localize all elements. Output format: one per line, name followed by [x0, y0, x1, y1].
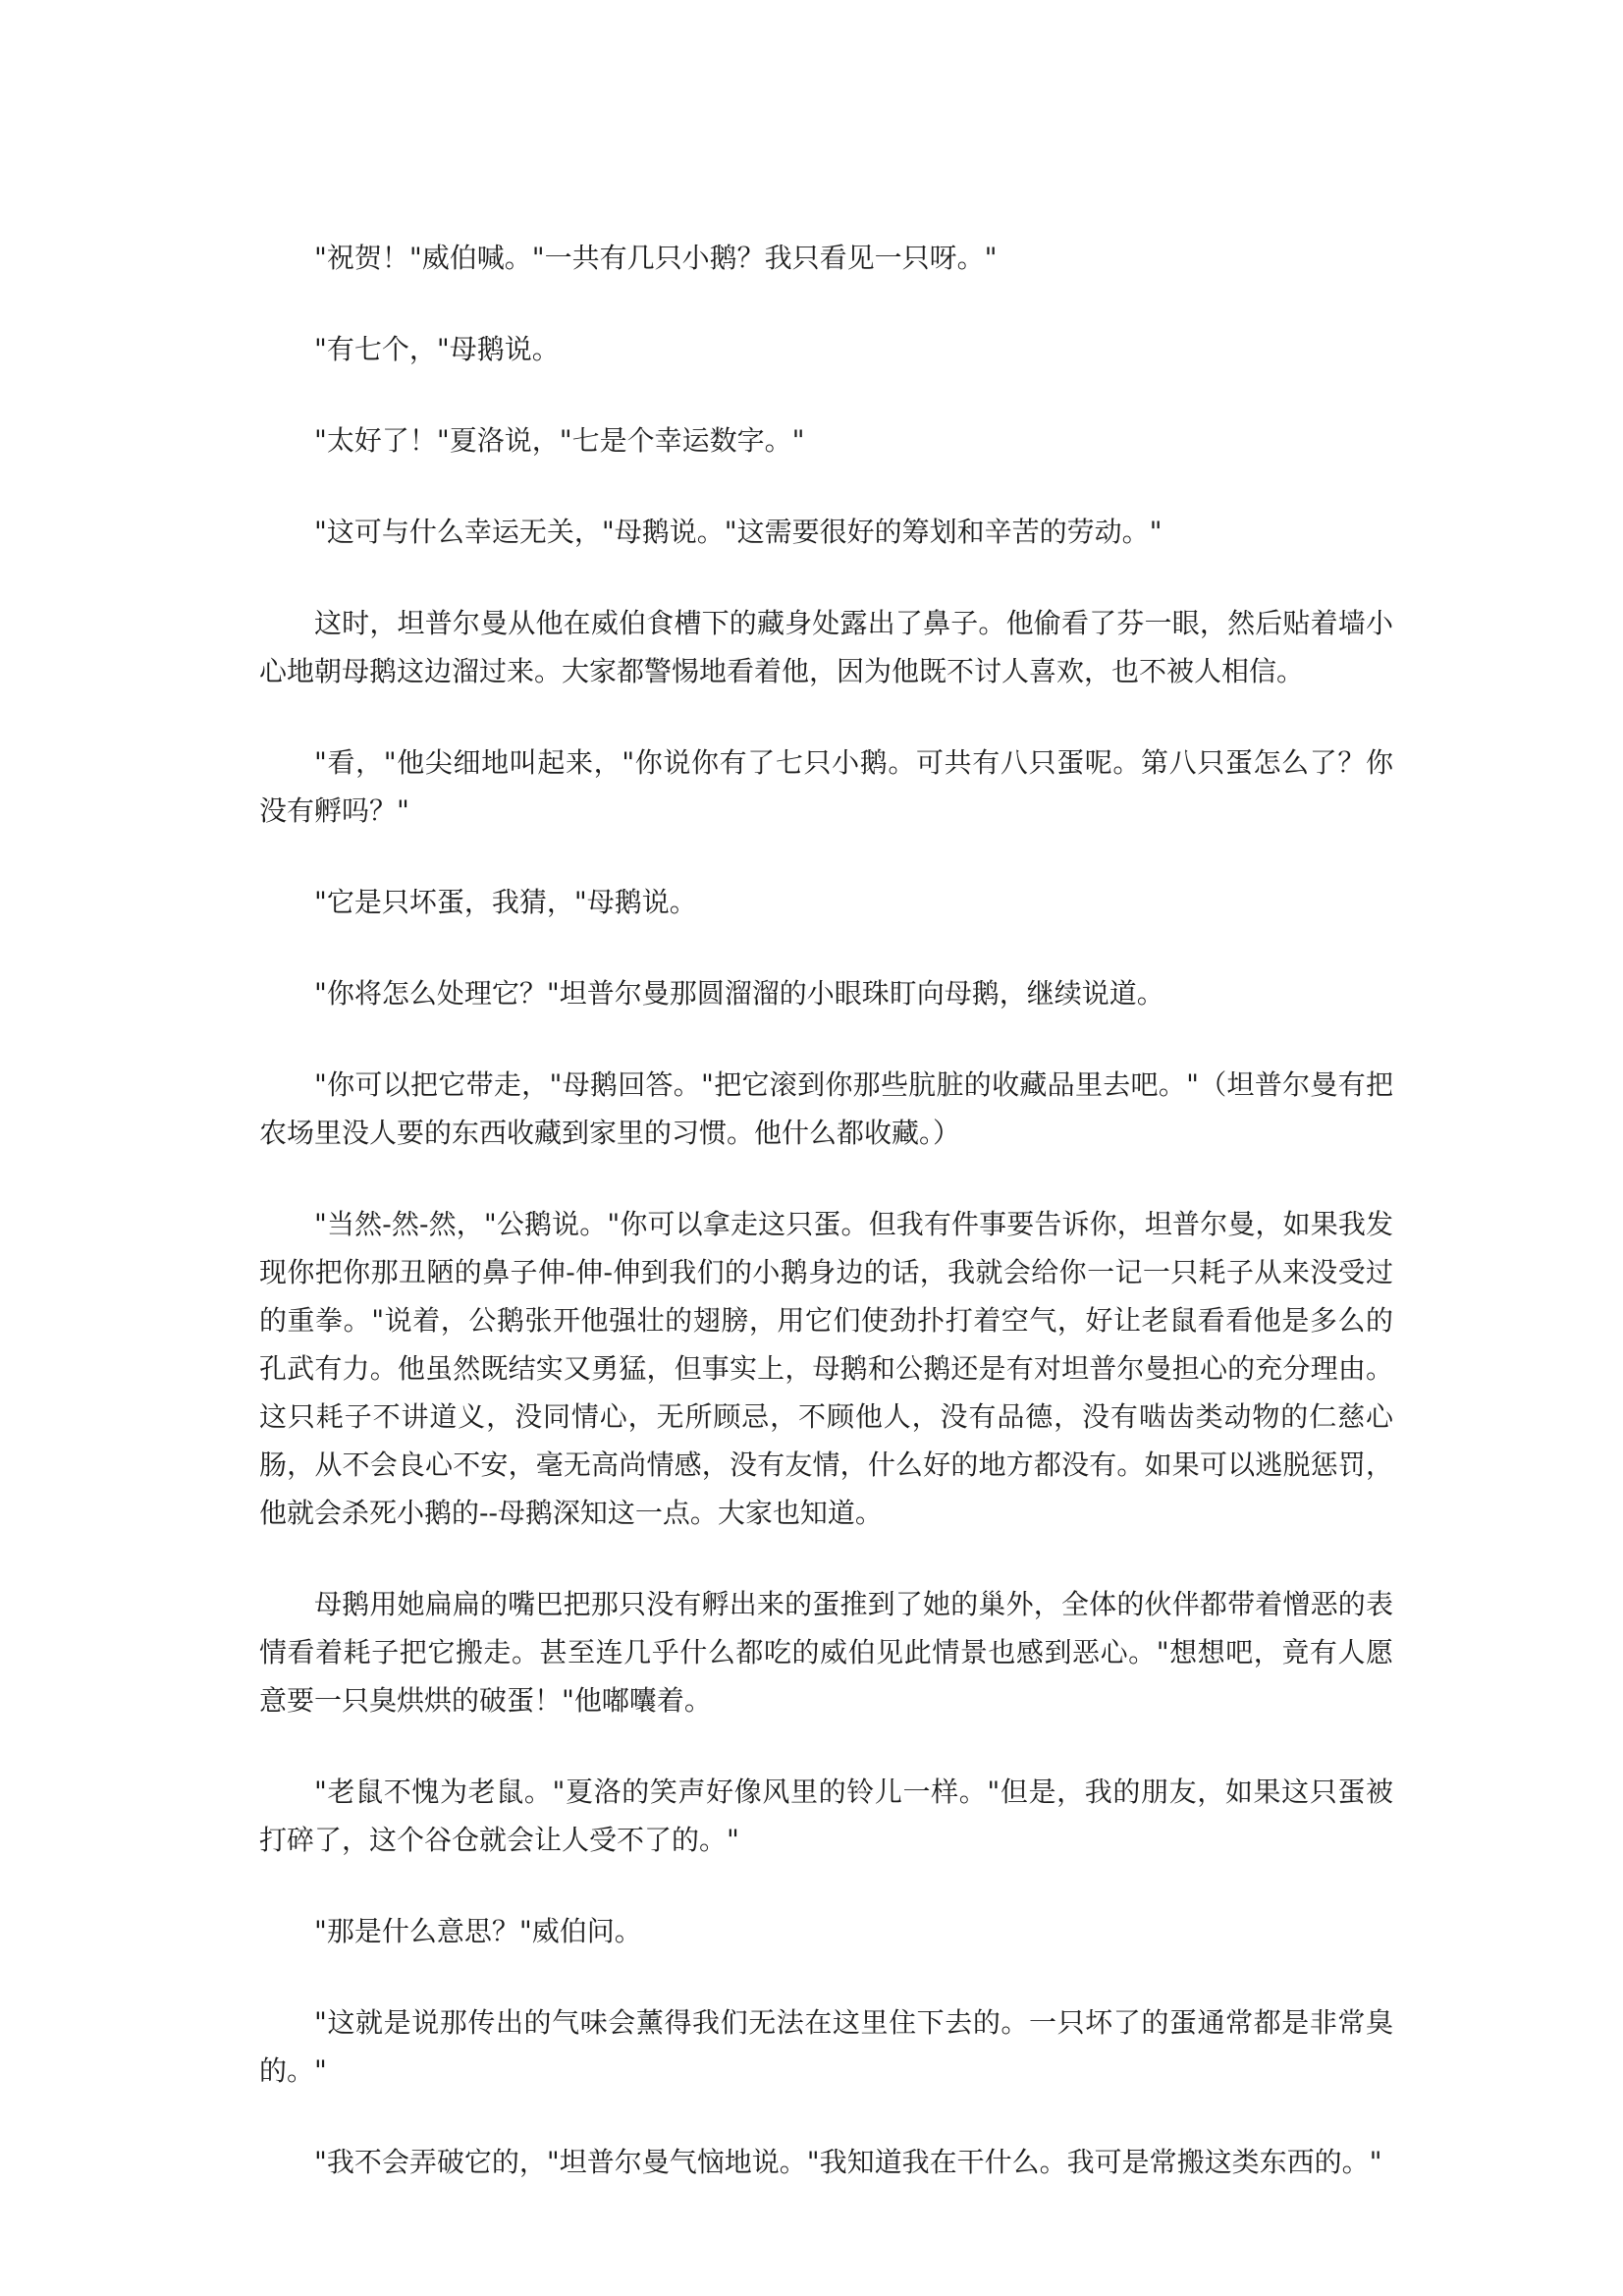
paragraph-3: "太好了！"夏洛说，"七是个幸运数字。"	[314, 424, 805, 457]
paragraph-10: "当然-然-然，"公鹅说。"你可以拿走这只蛋。但我有件事要告诉你，坦普尔曼，如果我发现你把你那丑陋的鼻子伸-伸-伸到我们的小鹅身边的话，我就会给你一记一只耗子从来没受过的重拳。"说着，公鹅张开他强壮的翅膀，用它们使劲扑打着空气，好让老鼠看看他是多么的孔武有力。他虽然既结实又勇猛，但事实上，母鹅和公鹅还是有对坦普尔曼担心的充分理由。这只耗子不讲道义，没同情心，无所顾忌，不顾他人，没有品德，没有啮齿类动物的仁慈心肠，从不会良心不安，毫无高尚情感，没有友情，什么好的地方都没有。如果可以逃脱惩罚，他就会杀死小鹅的--母鹅深知这一点。大家也知道。	[259, 1208, 1393, 1529]
paragraph-11: 母鹅用她扁扁的嘴巴把那只没有孵出来的蛋推到了她的巢外，全体的伙伴都带着憎恶的表情看着耗子把它搬走。甚至连几乎什么都吃的威伯见此情景也感到恶心。"想想吧，竟有人愿意要一只臭烘烘的破蛋！"他嘟囔着。	[259, 1588, 1393, 1717]
document-body	[259, 234, 1393, 2229]
paragraph-9: "你可以把它带走，"母鹅回答。"把它滚到你那些肮脏的收藏品里去吧。"（坦普尔曼有把农场里没人要的东西收藏到家里的习惯。他什么都收藏。）	[259, 1068, 1393, 1149]
paragraph-2: "有七个，"母鹅说。	[314, 333, 560, 365]
paragraph-6: "看，"他尖细地叫起来，"你说你有了七只小鹅。可共有八只蛋呢。第八只蛋怎么了？你没有孵吗？"	[259, 746, 1393, 827]
paragraph-1: "祝贺！"威伯喊。"一共有几只小鹅？我只看见一只呀。"	[314, 242, 998, 274]
paragraph-14: "这就是说那传出的气味会薰得我们无法在这里住下去的。一只坏了的蛋通常都是非常臭的。"	[259, 2006, 1393, 2087]
paragraph-5: 这时，坦普尔曼从他在威伯食槽下的藏身处露出了鼻子。他偷看了芬一眼，然后贴着墙小心地朝母鹅这边溜过来。大家都警惕地看着他，因为他既不讨人喜欢，也不被人相信。	[259, 607, 1393, 687]
paragraph-4: "这可与什么幸运无关，"母鹅说。"这需要很好的筹划和辛苦的劳动。"	[314, 516, 1163, 548]
paragraph-7: "它是只坏蛋，我猜，"母鹅说。	[314, 886, 697, 918]
paragraph-12: "老鼠不愧为老鼠。"夏洛的笑声好像风里的铃儿一样。"但是，我的朋友，如果这只蛋被打碎了，这个谷仓就会让人受不了的。"	[259, 1776, 1393, 1856]
paragraph-13: "那是什么意思？"威伯问。	[314, 1915, 642, 1947]
paragraph-8: "你将怎么处理它？"坦普尔曼那圆溜溜的小眼珠盯向母鹅，继续说道。	[314, 977, 1164, 1010]
paragraph-15: "我不会弄破它的，"坦普尔曼气恼地说。"我知道我在干什么。我可是常搬这类东西的。"	[314, 2146, 1382, 2178]
